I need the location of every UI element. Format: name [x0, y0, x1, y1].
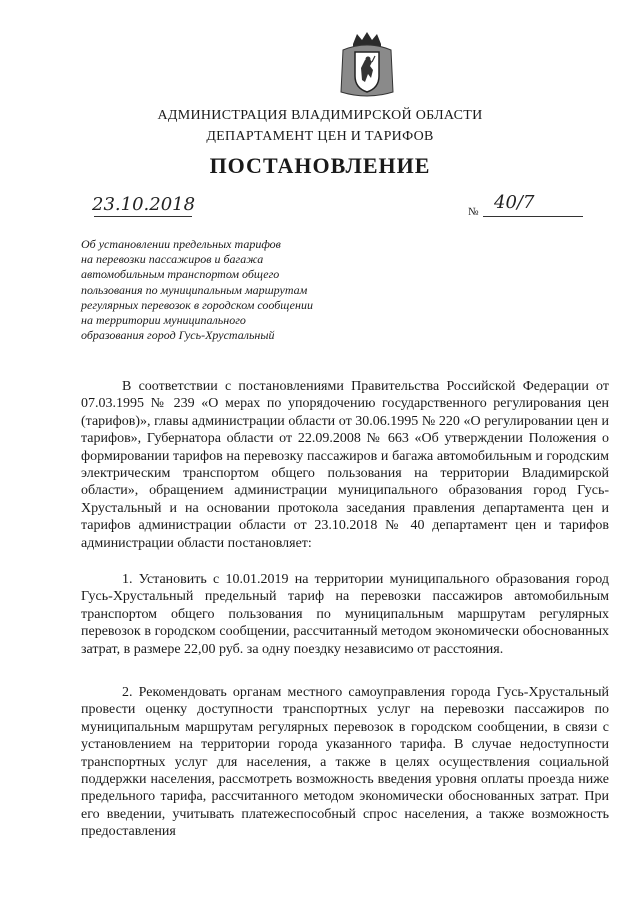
subject-line: на перевозки пассажиров и багажа: [81, 252, 264, 267]
subject-line: на территории муниципального: [81, 313, 246, 328]
document-number: 40/7: [494, 192, 535, 213]
preamble-paragraph: В соответствии с постановлениями Правительства Российской Федерации от 07.03.1995 № 239 «О мерах по упорядочению государственного регулирования цен (тарифов)», главы администрации области от 30.06.1995 № 220 «О регулировании цен и тарифов», Губернатора области от 22.09.2008 № 663 «Об утверждении Положения о формировании тарифов на перевозку пассажиров и багажа автомобильным и городским электрическим транспортом общего пользования на территории Владимирской области», обращением администрации муниципального образования город Гусь-Хрустальный и на основании протокола заседания правления департамента цен и тарифов администрации области от 23.10.2018 № 40 департамент цен и тарифов администрации области постановляет:: [81, 379, 609, 551]
department-name: ДЕПАРТАМЕНТ ЦЕН И ТАРИФОВ: [206, 129, 434, 144]
coat-of-arms-icon: [337, 30, 397, 100]
clause-2-paragraph: 2. Рекомендовать органам местного самоуправления города Гусь-Хрустальный провести оценку доступности транспортных услуг на перевозки пассажиров по муниципальным маршрутам регулярных перевозок в городском сообщении, в связи с установлением на территории города указанного тарифа. В случае недоступности транспортных услуг для населения, а также в целях осуществления социальной поддержки населения, рассмотреть возможность введения уровня оплаты проезда ниже предельного тарифа, рассчитанного методом экономически обоснованных затрат. При его введении, учитывать платежеспособный спрос населения, а также возможность предоставления: [81, 685, 609, 840]
subject-line: образования город Гусь-Хрустальный: [81, 328, 275, 343]
subject-line: Об установлении предельных тарифов: [81, 237, 281, 251]
subject-line: пользования по муниципальным маршрутам: [81, 282, 308, 297]
number-underline: [483, 216, 583, 217]
date-underline: [94, 216, 192, 217]
document-date: 23.10.2018: [92, 194, 196, 215]
document-subject: [81, 237, 401, 343]
number-prefix: №: [468, 206, 479, 218]
organization-name: АДМИНИСТРАЦИЯ ВЛАДИМИРСКОЙ ОБЛАСТИ: [157, 108, 483, 123]
subject-line: регулярных перевозок в городском сообщении: [81, 297, 313, 312]
subject-line: автомобильным транспортом общего: [81, 267, 280, 282]
document-type-title: ПОСТАНОВЛЕНИЕ: [209, 153, 431, 178]
clause-1-paragraph: 1. Установить с 10.01.2019 на территории муниципального образования город Гусь-Хрустальный предельный тариф на перевозки пассажиров автомобильным транспортом общего пользования по муниципальным маршрутам регулярных перевозок в городском сообщении, рассчитанный методом экономически обоснованных затрат, в размере 22,00 руб. за одну поездку независимо от расстояния.: [81, 572, 609, 657]
